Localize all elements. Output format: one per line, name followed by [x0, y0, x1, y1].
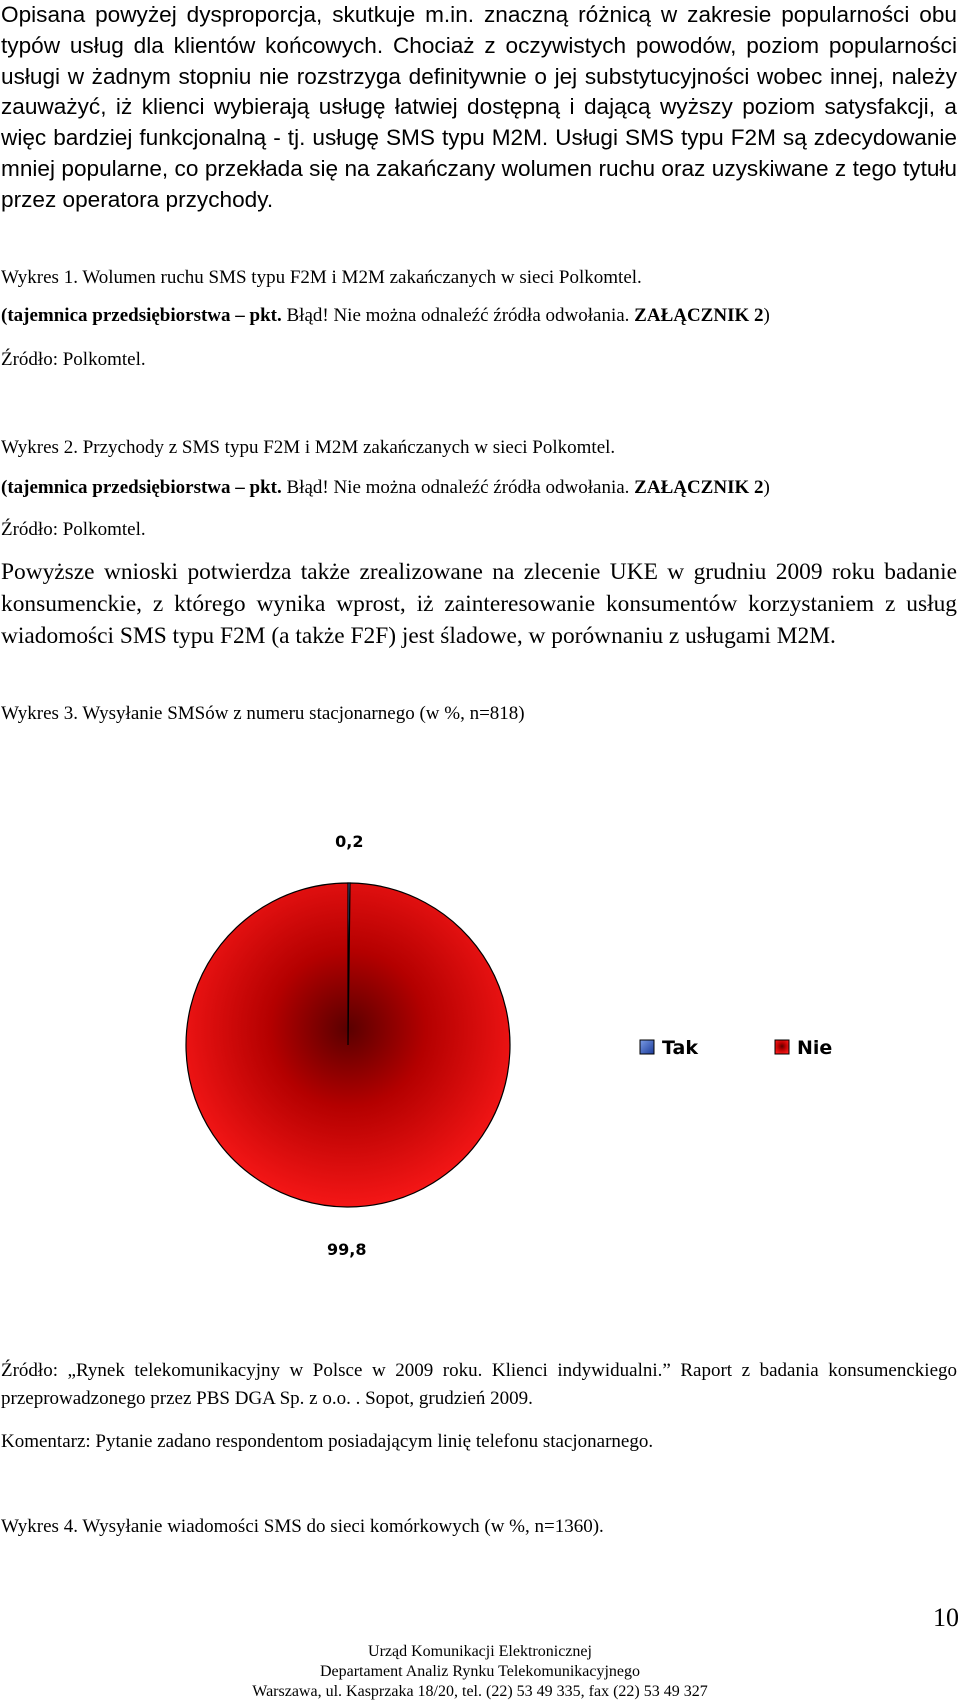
broken-reference-text: Błąd! Nie można odnaleźć źródła odwołania.	[281, 305, 630, 326]
annex-label: ZAŁĄCZNIK 2	[629, 305, 764, 326]
chart2-source: Źródło: Polkomtel.	[1, 519, 146, 540]
legend-label-tak: Tak	[662, 1037, 698, 1059]
secret-label: (tajemnica przedsiębiorstwa – pkt.	[1, 305, 282, 326]
chart1-caption: Wykres 1. Wolumen ruchu SMS typu F2M i M2M zakańczanych w sieci Polkomtel.	[1, 267, 642, 288]
page-footer	[0, 1642, 960, 1702]
chart3-caption: Wykres 3. Wysyłanie SMSów z numeru stacjonarnego (w %, n=818)	[1, 703, 525, 724]
footer-institution: Urząd Komunikacji Elektronicznej	[368, 1643, 592, 1660]
pie-chart	[0, 785, 960, 1265]
intro-paragraph: Opisana powyżej dysproporcja, skutkuje m.in. znaczną różnicą w zakresie popularności obu typów usług dla klientów końcowych. Chociaż z oczywistych powodów, poziom popularności usługi w żadnym stopniu nie rozstrzyga definitywnie o jej substytucyjności wobec innej, należy zauważyć, iż klienci wybierają usługę łatwiej dostępną i dającą wyższy poziom satysfakcji, a więc bardziej funkcjonalną - tj. usługę SMS typu M2M. Usługi SMS typu F2M są zdecydowanie mniej popularne, co przekłada się na zakańczany wolumen ruchu oraz uzyskiwane z tego tytułu przez operatora przychody.	[1, 2, 957, 212]
secret-label: (tajemnica przedsiębiorstwa – pkt.	[1, 477, 282, 498]
chart4-caption: Wykres 4. Wysyłanie wiadomości SMS do sieci komórkowych (w %, n=1360).	[1, 1516, 604, 1537]
chart3-source: Źródło: „Rynek telekomunikacyjny w Polsce w 2009 roku. Klienci indywidualni.” Raport z badania konsumenckiego przeprowadzonego przez PBS DGA Sp. z o.o. . Sopot, grudzień 2009.	[1, 1360, 957, 1409]
chart1-source: Źródło: Polkomtel.	[1, 349, 146, 370]
footer-department: Departament Analiz Rynku Telekomunikacyjnego	[319, 1663, 641, 1680]
legend-swatch-nie	[775, 1040, 789, 1054]
secret-close: )	[763, 305, 770, 326]
chart1-secret-note	[1, 304, 770, 328]
legend-swatch-tak	[640, 1040, 654, 1054]
page-number: 10	[933, 1603, 959, 1632]
secret-close: )	[763, 477, 770, 498]
chart3-comment: Komentarz: Pytanie zadano respondentom posiadającym linię telefonu stacjonarnego.	[1, 1431, 654, 1452]
pie-slice-nie	[186, 883, 510, 1207]
broken-reference-text: Błąd! Nie można odnaleźć źródła odwołania.	[281, 477, 630, 498]
annex-label: ZAŁĄCZNIK 2	[629, 477, 764, 498]
chart2-caption: Wykres 2. Przychody z SMS typu F2M i M2M zakańczanych w sieci Polkomtel.	[1, 437, 616, 458]
pie-data-label-nie: 99,8	[326, 1239, 367, 1259]
conclusion-paragraph: Powyższe wnioski potwierdza także zrealizowane na zlecenie UKE w grudniu 2009 roku badanie konsumenckie, z którego wynika wprost, iż zainteresowanie konsumentów korzystaniem z usług wiadomości SMS typu F2M (a także F2F) jest śladowe, w porównaniu z usługami M2M.	[1, 559, 957, 649]
legend-label-nie: Nie	[797, 1037, 833, 1059]
chart2-secret-note	[1, 476, 770, 500]
footer-address: Warszawa, ul. Kasprzaka 18/20, tel. (22) 53 49 335, fax (22) 53 49 327	[252, 1683, 708, 1700]
pie-data-label-tak: 0,2	[335, 832, 364, 852]
